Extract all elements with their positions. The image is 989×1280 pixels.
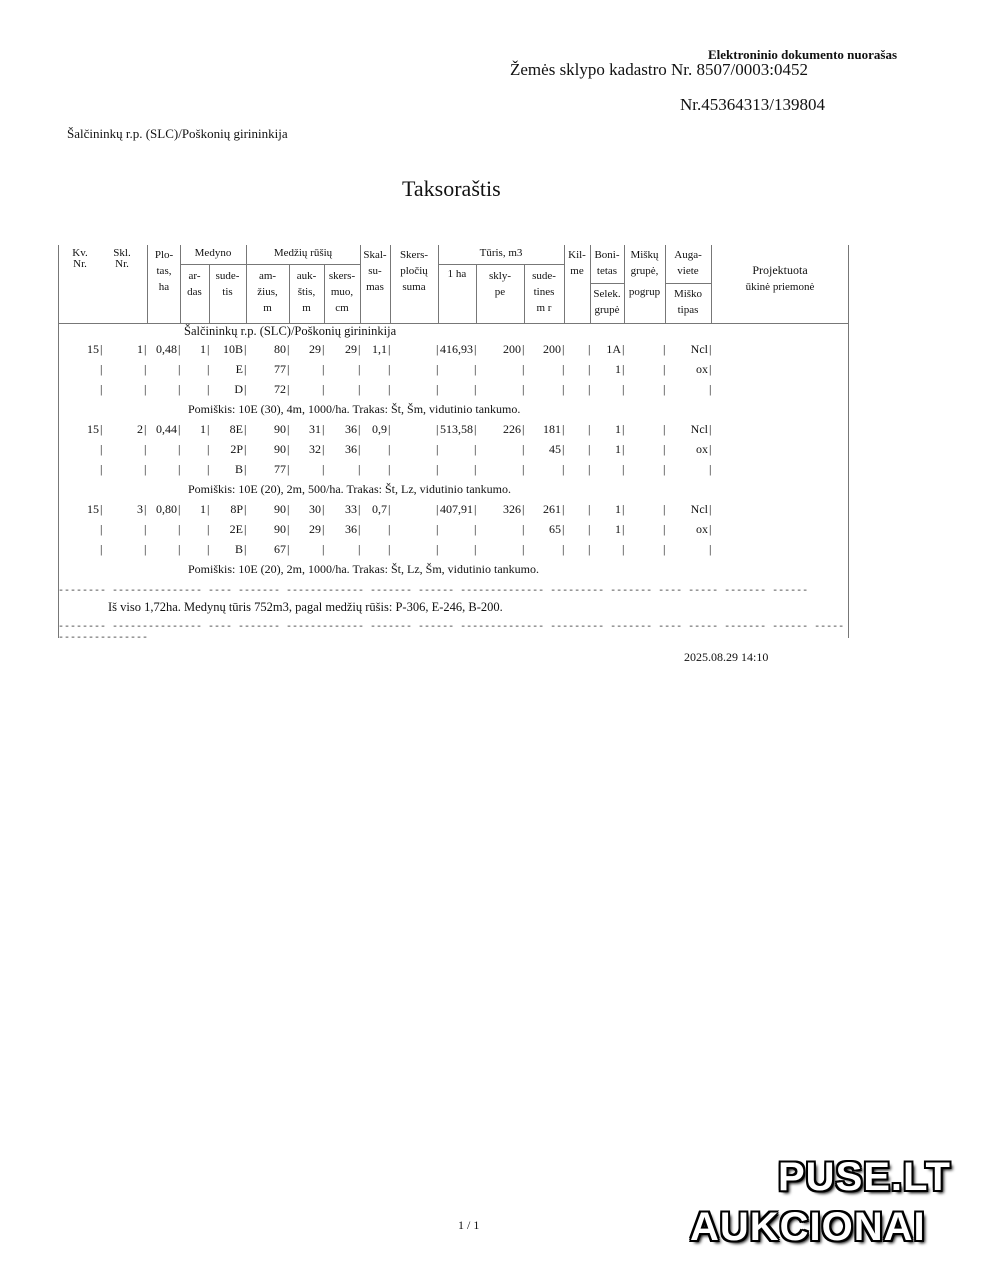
column-separator: | [358,442,361,456]
cell-aug: ox [696,362,708,376]
column-separator: | [144,442,147,456]
column-separator: | [207,502,210,516]
cell-aug: Ncl [690,342,708,356]
column-separator: | [562,382,565,396]
cell-amz: 80 [274,342,286,356]
column-separator: | [663,362,666,376]
section-title: Šalčininkų r.p. (SLC)/Poškonių girininkija [184,324,397,338]
column-separator: | [144,462,147,476]
column-separator: | [622,422,625,436]
cell-aug: Ncl [690,502,708,516]
column-separator: | [436,422,439,436]
cell-skl: 1 [137,342,143,356]
cell-skl: 3 [137,502,143,516]
cell-amz: 72 [274,382,286,396]
column-separator: | [287,462,290,476]
hdr-turis-sudetines: sude- tines m r [532,270,556,314]
cell-auk: 32 [309,442,321,456]
column-separator: | [474,362,477,376]
column-separator: | [562,342,565,356]
column-separator: | [178,522,181,536]
column-separator: | [588,502,591,516]
column-separator: | [622,362,625,376]
column-separator: | [474,542,477,556]
cell-aug: ox [696,522,708,536]
column-separator: | [622,442,625,456]
hdr-turis-sklype: skly- pe [489,270,511,298]
column-separator: | [244,522,247,536]
column-separator: | [474,442,477,456]
cell-plotas: 0,80 [156,502,177,516]
column-separator: | [358,342,361,356]
cell-amz: 90 [274,442,286,456]
hdr-aukstis: auk- štis, m [296,270,317,314]
column-separator: | [322,382,325,396]
column-separator: | [588,442,591,456]
column-separator: | [358,422,361,436]
column-separator: | [709,462,712,476]
column-separator: | [436,382,439,396]
column-separator: | [322,422,325,436]
column-separator: | [388,522,391,536]
column-separator: | [100,522,103,536]
dash-rule-top: -------- --------------- ---- ------- ------------- ------- ------ -------------- --------- ------- ---- ----- ------- ------ [58,586,809,597]
column-separator: | [622,382,625,396]
column-separator: | [522,342,525,356]
column-separator: | [207,442,210,456]
hdr-projektuota: Projektuota ūkinė priemonė [745,263,815,293]
column-separator: | [244,382,247,396]
cell-t1: 513,58 [440,422,473,436]
cell-sud: 2P [230,442,243,456]
column-separator: | [287,542,290,556]
watermark-aukcionai: AUKCIONAI [690,1205,926,1249]
medyno-rule [180,264,246,265]
column-separator: | [358,542,361,556]
cell-aug: Ncl [690,422,708,436]
column-separator: | [244,362,247,376]
cell-aug: ox [696,442,708,456]
column-separator: | [100,422,103,436]
hdr-bonitetas: Boni- tetas [594,249,620,277]
hdr-ardas: ar- das [187,270,202,298]
cell-amz: 90 [274,522,286,536]
column-separator: | [522,382,525,396]
cell-tsud: 200 [543,342,561,356]
column-separator: | [244,502,247,516]
column-separator: | [287,382,290,396]
cell-tsk: 200 [503,342,521,356]
cell-tsud: 261 [543,502,561,516]
column-separator: | [178,542,181,556]
column-separator: | [100,502,103,516]
cell-ardas: 1 [200,422,206,436]
cell-auk: 31 [309,422,321,436]
column-separator: | [100,442,103,456]
column-separator: | [622,462,625,476]
column-separator: | [144,382,147,396]
column-separator: | [144,542,147,556]
column-separator: | [207,542,210,556]
understory-note: Pomiškis: 10E (20), 2m, 500/ha. Trakas: Št, Lz, vidutinio tankumo. [188,482,512,496]
cell-sud: 8E [229,422,243,436]
column-separator: | [474,342,477,356]
hdr-skerspl: Skers- pločių suma [399,249,429,293]
cell-plotas: 0,44 [156,422,177,436]
hdr-misko-tipas: Miško tipas [673,288,703,316]
column-separator: | [522,442,525,456]
cell-skl: 2 [137,422,143,436]
cell-sud: E [235,362,243,376]
cell-amz: 77 [274,362,286,376]
column-separator: | [244,442,247,456]
cell-sud: B [234,462,243,476]
column-separator: | [474,522,477,536]
cell-sud: B [234,542,243,556]
cell-amz: 90 [274,422,286,436]
column-separator: | [100,462,103,476]
column-separator: | [522,522,525,536]
hdr-augaviete: Auga- viete [674,249,702,277]
column-separator: | [388,502,391,516]
column-separator: | [322,442,325,456]
cell-kv: 15 [87,342,99,356]
cell-skal: 0,9 [372,422,387,436]
column-separator: | [663,462,666,476]
hdr-misku: Miškų grupė, [630,249,659,277]
column-separator: | [709,362,712,376]
column-separator: | [358,502,361,516]
column-separator: | [322,342,325,356]
cell-tsud: 65 [549,522,561,536]
column-separator: | [522,362,525,376]
taxation-table [58,245,849,644]
column-separator: | [663,442,666,456]
electronic-copy-note: Elektroninio dokumento nuorašas [708,47,898,62]
column-separator: | [436,502,439,516]
column-separator: | [178,342,181,356]
column-separator: | [178,442,181,456]
column-separator: | [709,422,712,436]
medziu-rule [246,264,360,265]
column-separator: | [663,382,666,396]
column-separator: | [562,522,565,536]
cell-skal: 0,7 [372,502,387,516]
column-separator: | [244,542,247,556]
cell-sud: 10B [222,342,243,356]
column-separator: | [562,362,565,376]
cell-skal: 1,1 [372,342,387,356]
column-separator: | [474,422,477,436]
cell-kv: 15 [87,502,99,516]
cell-tsk: 226 [503,422,521,436]
column-separator: | [436,362,439,376]
column-separator: | [207,462,210,476]
column-separator: | [388,422,391,436]
cell-amz: 90 [274,502,286,516]
column-separator: | [244,342,247,356]
column-separator: | [588,422,591,436]
cell-sud: 2E [229,522,243,536]
cell-bon: 1 [615,502,621,516]
watermark-puse: PUSE.LT [778,1155,951,1199]
column-separator: | [588,342,591,356]
column-separator: | [562,442,565,456]
column-separator: | [358,382,361,396]
cell-tsud: 45 [549,442,561,456]
column-separator: | [388,342,391,356]
column-separator: | [322,362,325,376]
column-separator: | [144,502,147,516]
hdr-pogrupis: pogrup [628,286,661,298]
dash-rule-bottom: -------- --------------- ---- ------- ------------- ------- ------ -------------- --------- ------- ---- ----- ------- ------ -------------------- [58,622,845,644]
cell-sk: 36 [345,442,357,456]
document-number: Nr.45364313/139804 [680,95,825,114]
column-separator: | [322,542,325,556]
bonitetas-rule [590,283,624,284]
column-separator: | [388,462,391,476]
column-separator: | [588,542,591,556]
hdr-plotas: Plo- tas, ha [154,249,174,293]
augaviete-rule [665,283,711,284]
cell-bon: 1A [606,342,621,356]
column-separator: | [522,542,525,556]
column-separator: | [562,422,565,436]
hdr-amzius: am- žius, m [257,270,278,314]
table-right-border [848,245,849,638]
column-separator: | [522,422,525,436]
cell-auk: 29 [309,342,321,356]
column-separator: | [287,522,290,536]
column-separator: | [178,422,181,436]
hdr-skersmuo: skers- muo, cm [328,270,356,314]
department-label: Šalčininkų r.p. (SLC)/Poškonių girininkija [67,126,288,141]
cell-sk: 33 [345,502,357,516]
column-separator: | [562,502,565,516]
hdr-turis: Tūris, m3 [479,247,523,259]
cell-plotas: 0,48 [156,342,177,356]
column-separator: | [322,522,325,536]
understory-note: Pomiškis: 10E (20), 2m, 1000/ha. Trakas: Št, Lz, Šm, vidutinio tankumo. [188,562,540,576]
column-separator: | [207,382,210,396]
table-left-border [58,245,59,638]
column-separator: | [588,522,591,536]
column-separator: | [522,462,525,476]
column-separator: | [663,422,666,436]
page-title: Taksoraštis [402,176,501,201]
cell-tsud: 181 [543,422,561,436]
hdr-selek: Selek. grupė [593,288,621,316]
column-separator: | [474,382,477,396]
understory-note: Pomiškis: 10E (30), 4m, 1000/ha. Trakas: Št, Šm, vidutinio tankumo. [188,402,521,416]
column-separator: | [709,542,712,556]
page-number: 1 / 1 [458,1218,480,1232]
column-separator: | [663,522,666,536]
column-separator: | [588,462,591,476]
cell-amz: 67 [274,542,286,556]
column-separator: | [287,502,290,516]
column-separator: | [436,462,439,476]
cell-t1: 416,93 [440,342,473,356]
cell-t1: 407,91 [440,502,473,516]
column-separator: | [622,522,625,536]
column-separator: | [436,542,439,556]
cell-sk: 36 [345,422,357,436]
column-separator: | [207,522,210,536]
column-separator: | [474,502,477,516]
cell-sk: 29 [345,342,357,356]
column-separator: | [178,462,181,476]
column-separator: | [207,342,210,356]
hdr-kilme: Kil- me [568,249,586,277]
cell-auk: 30 [309,502,321,516]
cell-tsk: 326 [503,502,521,516]
cell-bon: 1 [615,362,621,376]
cell-bon: 1 [615,422,621,436]
column-separator: | [622,542,625,556]
column-separator: | [388,442,391,456]
cell-ardas: 1 [200,342,206,356]
hdr-sudetis: sude- tis [215,270,240,298]
column-separator: | [562,462,565,476]
hdr-medyno: Medyno [194,247,232,259]
column-separator: | [622,342,625,356]
total-summary: Iš viso 1,72ha. Medynų tūris 752m3, pagal medžių rūšis: P-306, E-246, B-200. [108,600,503,614]
cadastre-number: Žemės sklypo kadastro Nr. 8507/0003:0452 [510,60,808,79]
cell-ardas: 1 [200,502,206,516]
column-separator: | [436,442,439,456]
column-separator: | [144,362,147,376]
column-separator: | [207,422,210,436]
column-separator: | [100,382,103,396]
column-separator: | [322,462,325,476]
column-separator: | [522,502,525,516]
print-date: 2025.08.29 14:10 [684,650,769,664]
hdr-skalsumas: Skal- su- mas [363,249,387,293]
column-separator: | [144,342,147,356]
column-separator: | [358,522,361,536]
column-separator: | [388,362,391,376]
column-separator: | [588,362,591,376]
cell-sk: 36 [345,522,357,536]
column-separator: | [244,422,247,436]
column-separator: | [100,542,103,556]
column-separator: | [358,362,361,376]
column-separator: | [244,462,247,476]
column-separator: | [100,342,103,356]
column-separator: | [178,502,181,516]
column-separator: | [287,362,290,376]
column-separator: | [287,342,290,356]
column-separator: | [287,422,290,436]
cell-kv: 15 [87,422,99,436]
column-separator: | [588,382,591,396]
cell-sud: 8P [230,502,243,516]
column-separator: | [388,542,391,556]
hdr-kv: Kv. Nr. [72,247,88,270]
column-separator: | [709,502,712,516]
column-separator: | [207,362,210,376]
column-separator: | [709,342,712,356]
column-separator: | [562,542,565,556]
column-separator: | [436,342,439,356]
column-separator: | [663,342,666,356]
column-separator: | [622,502,625,516]
column-separator: | [436,522,439,536]
hdr-skl: Skl. Nr. [113,247,131,270]
column-separator: | [663,502,666,516]
column-separator: | [100,362,103,376]
column-separator: | [358,462,361,476]
column-separator: | [709,522,712,536]
column-separator: | [144,522,147,536]
cell-bon: 1 [615,442,621,456]
column-separator: | [144,422,147,436]
cell-auk: 29 [309,522,321,536]
column-separator: | [178,382,181,396]
turis-rule [438,264,564,265]
column-separator: | [322,502,325,516]
column-separator: | [709,442,712,456]
column-separator: | [474,462,477,476]
cell-sud: D [234,382,243,396]
cell-amz: 77 [274,462,286,476]
column-separator: | [287,442,290,456]
column-separator: | [663,542,666,556]
column-separator: | [388,382,391,396]
column-separator: | [178,362,181,376]
column-separator: | [709,382,712,396]
hdr-turis-1ha: 1 ha [447,268,467,280]
hdr-medziu-rusiu: Medžių rūšių [273,247,333,259]
cell-bon: 1 [615,522,621,536]
header-bottom-rule [58,323,849,324]
